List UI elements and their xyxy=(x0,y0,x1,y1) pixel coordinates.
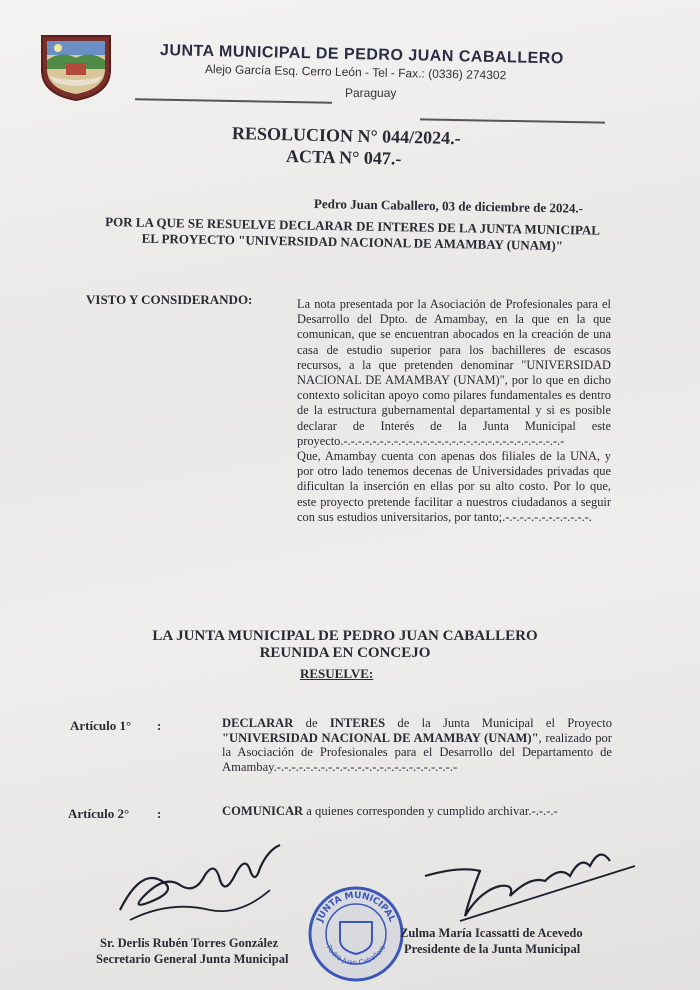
institution-country: Paraguay xyxy=(345,86,397,100)
article-text: de xyxy=(293,716,330,730)
article-text: a quienes corresponden y cumplido archivar.-.-.-.- xyxy=(303,804,558,818)
visto-paragraph: Que, Amambay cuenta con apenas dos filiales de la UNA, y por otro lado tenemos decenas de Universidades privadas que dificultan la inserción en ellas por su alto costo. Por lo que, este proyecto pretende facilitar a nuestros ciudadanos a seguir con sus estudios universitarios, por tanto;.-.-.-.-.-.-.-.-.-.-.-.-. xyxy=(297,449,611,524)
resolution-number: RESOLUCION N° 044/2024.- xyxy=(231,123,461,149)
visto-paragraph: La nota presentada por la Asociación de Profesionales para el Desarrollo del Dpto. de Amambay, en la que en la que comunican, que se encuentran abocados en la creación de una casa de estudio superior para los bachilleres de escasos recursos, a la que pretenden denominar "UNIVERSIDAD NACIONAL DE AMAMBAY (UNAM)", por lo que en dicho contexto solicitan apoyo como pilares fundamentales es dentro de la estructura gubernamental departamental y si es posible declarar de Interés de la Junta Municipal este proyecto.-.-.-.-.-.-.-.-.-.-.-.-.-.-.-.-.-.-.-.-.-.-.-.-.-.-.-.-.-.-.- xyxy=(297,297,611,448)
resolution-subject: POR LA QUE SE RESUELVE DECLARAR DE INTERES DE LA JUNTA MUNICIPAL EL PROYECTO "UNIVERSIDAD NACIONAL DE AMAMBAY (UNAM)" xyxy=(105,214,601,254)
visto-body xyxy=(297,297,611,525)
article-text: de la Junta Municipal el Proyecto xyxy=(385,716,612,730)
article-1-label: Artículo 1° xyxy=(70,718,132,733)
article-verb: DECLARAR xyxy=(222,716,294,730)
municipal-coat-of-arms-icon xyxy=(38,30,114,102)
president-signature-icon xyxy=(420,836,640,926)
seal-bottom-text: Pedro Juan Caballero xyxy=(324,943,388,967)
header-divider-left xyxy=(135,98,332,103)
article-1-body xyxy=(222,716,612,774)
visto-label: VISTO Y CONSIDERANDO: xyxy=(86,292,253,307)
article-text: , realizado por la Asociación de Profesionales para el Desarrollo del Departamento de Amambay.-.-.-.-.-.-.-.-.-.-.-.-.-.-.-.-.-.-.-.-.-.-.-.-.- xyxy=(222,730,612,774)
article-2-label: Artículo 2° xyxy=(68,806,130,821)
junta-heading xyxy=(60,628,630,662)
junta-line: LA JUNTA MUNICIPAL DE PEDRO JUAN CABALLERO xyxy=(152,628,538,644)
project-name: "UNIVERSIDAD NACIONAL DE AMAMBAY (UNAM)" xyxy=(222,730,539,745)
president-title: Presidente de la Junta Municipal xyxy=(404,942,581,956)
institution-title: JUNTA MUNICIPAL DE PEDRO JUAN CABALLERO xyxy=(159,42,564,68)
seal-top-text: JUNTA MUNICIPAL xyxy=(315,890,397,924)
junta-line: REUNIDA EN CONCEJO xyxy=(259,645,431,661)
secretary-title: Secretario General Junta Municipal xyxy=(96,952,289,966)
article-2-body xyxy=(222,804,617,819)
article-2-colon: : xyxy=(157,806,162,821)
article-emphasis: INTERES xyxy=(329,716,386,730)
president-name: Zulma María Icassatti de Acevedo xyxy=(400,926,583,940)
institution-address: Alejo García Esq. Cerro León - Tel - Fax.: (0336) 274302 xyxy=(204,62,507,83)
resuelve-heading: RESUELVE: xyxy=(300,666,374,681)
secretary-name: Sr. Derlis Rubén Torres González xyxy=(100,936,279,950)
header-divider-right xyxy=(420,118,605,123)
article-1-colon: : xyxy=(157,718,162,733)
acta-number: ACTA N° 047.- xyxy=(285,146,402,169)
place-and-date: Pedro Juan Caballero, 03 de diciembre de 2024.- xyxy=(313,196,584,216)
official-seal-icon xyxy=(306,884,406,984)
secretary-signature-icon xyxy=(110,840,300,930)
article-verb: COMUNICAR xyxy=(222,804,304,818)
